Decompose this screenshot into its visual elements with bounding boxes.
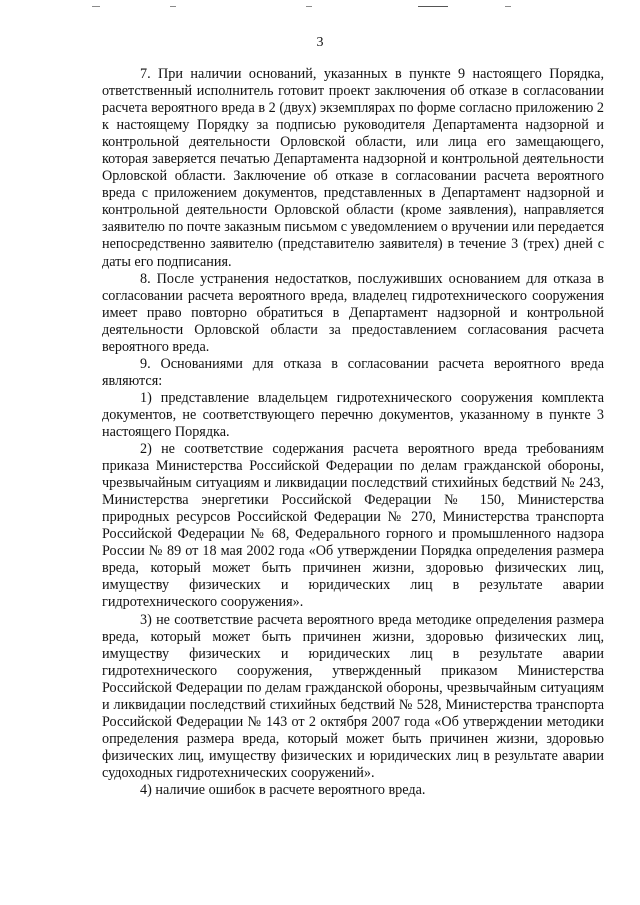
scan-mark [170,6,176,7]
scan-mark [505,6,511,7]
document-body [102,66,604,799]
page-number: 3 [316,35,324,50]
paragraph-9-item-3: 3) не соответствие расчета вероятного вреда методике определения размера вреда, который может быть причинен жизни, здоровью физических лиц, имуществу физических и юридических лиц в результате аварии гидротехнического сооружения, утвержденный приказом Министерства Российской Федерации по делам гражданской обороны, чрезвычайным ситуациям и ликвидации последствий стихийных бедствий № 528, Министерства транспорта Российской Федерации № 143 от 2 октября 2007 года «Об утверждении методики определения размера вреда, который может быть причинен жизни, здоровью физических лиц, имуществу физических и юридических лиц в результате аварии судоходных гидротехнических сооружений». [102,611,604,781]
scan-mark [418,6,448,7]
paragraph-9: 9. Основаниями для отказа в согласовании расчета вероятного вреда являются: [102,355,604,389]
scan-mark [306,6,312,7]
paragraph-8: 8. После устранения недостатков, послуживших основанием для отказа в согласовании расчета вероятного вреда, владелец гидротехнического сооружения имеет право повторно обратиться в Департамент надзорной и контрольной деятельности Орловской области за предоставлением согласования расчета вероятного вреда. [102,270,604,355]
paragraph-9-item-4: 4) наличие ошибок в расчете вероятного вреда. [140,781,426,798]
scan-edge-marks [0,0,640,12]
paragraph-9-item-2: 2) не соответствие содержания расчета вероятного вреда требованиям приказа Министерства Российской Федерации по делам гражданской обороны, чрезвычайным ситуациям и ликвидации последствий стихийных бедствий № 243, Министерства энергетики Российской Федерации № 150, Министерства природных ресурсов Российской Федерации № 270, Министерства транспорта Российской Федерации № 68, Федерального горного и промышленного надзора России № 89 от 18 мая 2002 года «Об утверждении Порядка определения размера вреда, который может быть причинен жизни, здоровью физических лиц, имуществу физических и юридических лиц в результате аварии гидротехнического сооружения». [102,441,604,611]
paragraph-7: 7. При наличии оснований, указанных в пункте 9 настоящего Порядка, ответственный исполнитель готовит проект заключения об отказе в согласовании расчета вероятного вреда в 2 (двух) экземплярах по форме согласно приложению 2 к настоящему Порядку за подписью руководителя Департамента надзорной и контрольной деятельности Орловской области, или лица его замещающего, которая заверяется печатью Департамента надзорной и контрольной деятельности Орловской области. Заключение об отказе в согласовании расчета вероятного вреда с приложением документов, представленных в Департамент надзорной и контрольной деятельности Орловской области (кроме заявления), направляется заявителю по почте заказным письмом с уведомлением о вручении или передается непосредственно заявителю (представителю заявителя) в течение 3 (трех) дней с даты его подписания. [102,66,604,270]
scan-mark [92,6,100,7]
paragraph-9-item-1: 1) представление владельцем гидротехнического сооружения комплекта документов, не соответствующего перечню документов, указанному в пункте 3 настоящего Порядка. [102,389,604,440]
